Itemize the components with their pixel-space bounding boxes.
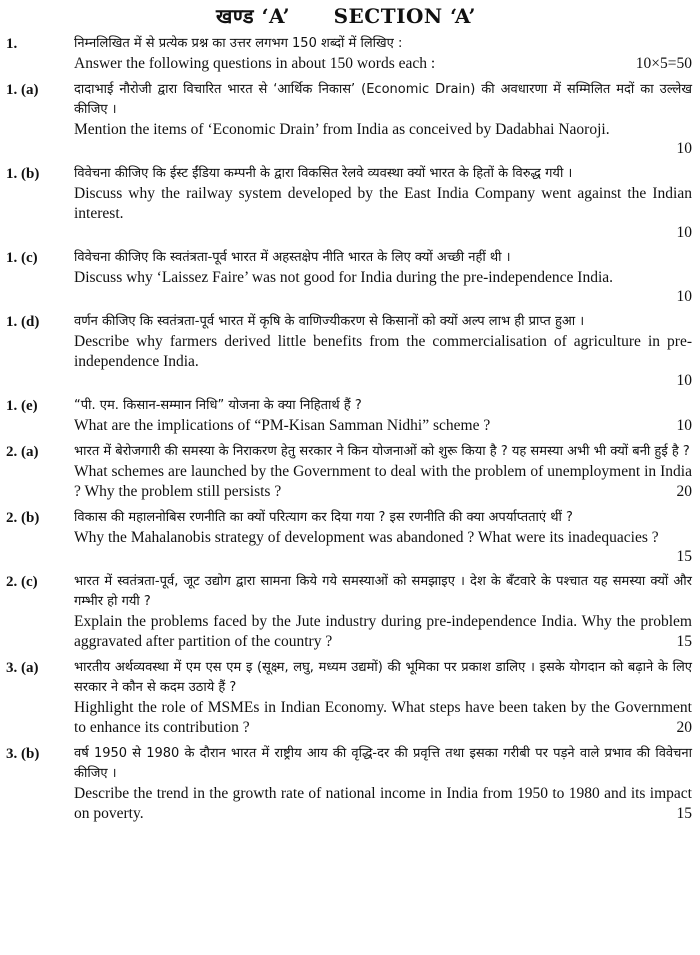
question-text-english: Mention the items of ‘Economic Drain’ from India as conceived by Dadabhai Naoroji.	[74, 121, 610, 138]
question-item	[0, 248, 692, 306]
question-text-hindi: विकास की महालनोबिस रणनीति का क्यों परित्याग कर दिया गया ? इस रणनीति की क्या अपर्याप्तताएं थीं ?	[74, 510, 573, 525]
question-number: 1.	[6, 36, 18, 52]
question-item	[0, 658, 692, 738]
question-text-english: Answer the following questions in about 150 words each :	[74, 55, 436, 72]
question-number: 2. (b)	[6, 510, 40, 526]
question-marks: 10	[676, 372, 692, 389]
question-text-english: Discuss why the railway system developed by the East India Company went against the Indian interest.	[74, 185, 692, 222]
question-text-hindi: भारत में स्वतंत्रता-पूर्व, जूट उद्योग द्वारा सामना किये गये समस्याओं को समझाइए । देश के बँटवारे के पश्चात यह समस्या क्यों और गम्भीर हो गयी ?	[74, 574, 692, 609]
question-text-english: What are the implications of “PM-Kisan Samman Nidhi” scheme ?	[74, 417, 491, 434]
section-heading-hindi: खण्ड ‘A’	[216, 4, 291, 28]
question-list	[0, 80, 692, 824]
question-number: 1. (a)	[6, 82, 39, 98]
question-marks: 10	[676, 417, 692, 434]
question-marks: 15	[676, 805, 692, 822]
section-heading-english: SECTION ‘A’	[333, 4, 476, 28]
question-marks: 10	[676, 224, 692, 241]
question-item	[0, 442, 692, 502]
question-number: 1. (c)	[6, 250, 38, 266]
question-text-hindi: निम्नलिखित में से प्रत्येक प्रश्न का उत्तर लगभग 150 शब्दों में लिखिए :	[74, 36, 403, 51]
question-marks: 20	[676, 719, 692, 736]
question-number: 2. (c)	[6, 574, 38, 590]
question-marks: 10	[676, 288, 692, 305]
question-number: 2. (a)	[6, 444, 39, 460]
question-item	[0, 396, 692, 436]
question-instruction-row	[74, 54, 692, 74]
question-number: 1. (e)	[6, 398, 38, 414]
question-text-english: Explain the problems faced by the Jute industry during pre-independence India. Why the problem aggravated after partition of the country ?	[74, 613, 692, 650]
question-english-row	[74, 698, 692, 738]
question-number: 3. (b)	[6, 746, 40, 762]
question-text-hindi: विवेचना कीजिए कि ईस्ट ईंडिया कम्पनी के द्वारा विकसित रेलवे व्यवस्था क्यों भारत के हितों के विरुद्ध गयी ।	[74, 166, 573, 181]
question-item	[0, 744, 692, 824]
question-english-row	[74, 784, 692, 824]
question-text-hindi: विवेचना कीजिए कि स्वतंत्रता-पूर्व भारत में अहस्तक्षेप नीति भारत के लिए क्यों अच्छी नहीं थी ।	[74, 250, 511, 265]
question-item	[0, 164, 692, 242]
question-text-hindi: भारत में बेरोजगारी की समस्या के निराकरण हेतु सरकार ने किन योजनाओं को शुरू किया है ? यह समस्या अभी भी क्यों बनी हुई है ?	[74, 444, 690, 459]
question-number: 3. (a)	[6, 660, 39, 676]
question-text-hindi: “पी. एम. किसान-सम्मान निधि” योजना के क्या निहितार्थ हैं ?	[74, 398, 362, 413]
question-marks: 15	[676, 633, 692, 650]
question-english-row	[74, 416, 692, 436]
question-number: 1. (d)	[6, 314, 40, 330]
question-text-english: Describe the trend in the growth rate of national income in India from 1950 to 1980 and its impact on poverty.	[74, 785, 692, 822]
question-marks: 20	[676, 483, 692, 500]
question-text-english: Describe why farmers derived little benefits from the commercialisation of agriculture in pre-independence India.	[74, 333, 692, 370]
question-text-english: Discuss why ‘Laissez Faire’ was not good for India during the pre-independence India.	[74, 269, 614, 286]
question-english-row	[74, 462, 692, 502]
question-marks: 10×5=50	[635, 55, 692, 72]
question-intro	[0, 34, 692, 74]
question-english-row	[74, 612, 692, 652]
question-item	[0, 80, 692, 158]
question-text-hindi: भारतीय अर्थव्यवस्था में एम एस एम इ (सूक्ष्म, लघु, मध्यम उद्यमों) की भूमिका पर प्रकाश डालिए । इसके योगदान को बढ़ाने के लिए सरकार ने कौन से कदम उठाये हैं ?	[74, 660, 692, 695]
question-text-english: What schemes are launched by the Government to deal with the problem of unemployment in India ? Why the problem still persists ?	[74, 463, 692, 500]
question-marks: 10	[676, 140, 692, 157]
question-text-english: Highlight the role of MSMEs in Indian Economy. What steps have been taken by the Government to enhance its contribution ?	[74, 699, 692, 736]
question-marks: 15	[676, 548, 692, 565]
section-heading	[0, 2, 692, 30]
question-item	[0, 312, 692, 390]
question-item	[0, 572, 692, 652]
question-text-hindi: वर्णन कीजिए कि स्वतंत्रता-पूर्व भारत में कृषि के वाणिज्यीकरण से किसानों को क्यों अल्प लाभ ही प्राप्त हुआ ।	[74, 314, 585, 329]
question-item	[0, 508, 692, 566]
question-number: 1. (b)	[6, 166, 40, 182]
question-text-english: Why the Mahalanobis strategy of development was abandoned ? What were its inadequacies ?	[74, 529, 659, 546]
question-text-hindi: वर्ष 1950 से 1980 के दौरान भारत में राष्ट्रीय आय की वृद्धि-दर की प्रवृत्ति तथा इसका गरीबी पर पड़ने वाले प्रभाव की विवेचना कीजिए ।	[74, 746, 692, 781]
question-text-hindi: दादाभाई नौरोजी द्वारा विचारित भारत से ‘आर्थिक निकास’ (Economic Drain) की अवधारणा में सम्मिलित मदों का उल्लेख कीजिए ।	[74, 82, 692, 117]
